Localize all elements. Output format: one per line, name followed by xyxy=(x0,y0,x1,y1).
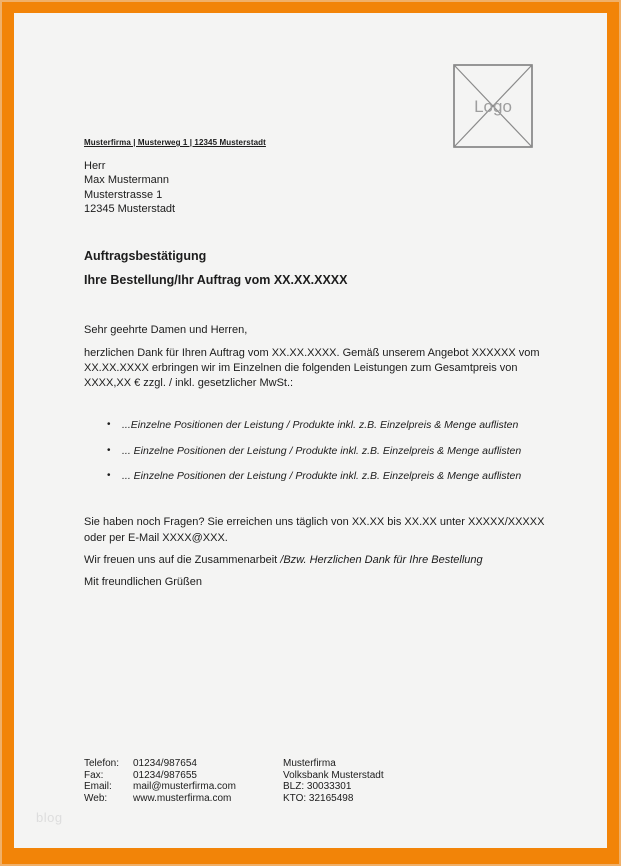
recipient-name: Max Mustermann xyxy=(84,174,169,187)
bullet-list xyxy=(84,419,554,496)
body-paragraph-1: herzlichen Dank für Ihren Auftrag vom XX.XX.XXXX. Gemäß unserem Angebot XXXXXX vom XX.XX.XXXX erbringen wir im Einzelnen die folgenden Leistungen zum Gesamtpreis von XXXX,XX € zzgl. / inkl. gesetzlicher MwSt.: xyxy=(84,347,540,389)
letter-footer xyxy=(84,758,384,804)
salutation: Sehr geehrte Damen und Herren, xyxy=(84,324,248,336)
recipient-address xyxy=(84,159,175,216)
contact-label-fax: Fax: xyxy=(84,769,104,781)
recipient-street: Musterstrasse 1 xyxy=(84,188,163,201)
footer-bank-block xyxy=(283,758,384,804)
regards-line: Mit freundlichen Grüßen xyxy=(84,576,202,588)
bank-blz: BLZ: 30033301 xyxy=(283,781,352,792)
footer-contact-values xyxy=(133,758,236,804)
contact-value-web: www.musterfirma.com xyxy=(133,792,232,804)
bullet-icon: • xyxy=(107,444,111,456)
list-item xyxy=(84,445,554,457)
sender-line: Musterfirma | Musterweg 1 | 12345 Musterstadt xyxy=(84,138,266,147)
subject-title: Auftragsbestätigung xyxy=(84,249,207,263)
contact-value-fax: 01234/987655 xyxy=(133,769,197,781)
logo-label: Logo xyxy=(474,97,512,116)
bullet-icon: • xyxy=(107,470,111,481)
bank-name: Volksbank Musterstadt xyxy=(283,769,384,781)
contact-label-web: Web: xyxy=(84,792,108,804)
bank-company: Musterfirma xyxy=(283,758,336,769)
logo-placeholder xyxy=(453,64,533,148)
recipient-city: 12345 Musterstadt xyxy=(84,202,176,215)
list-item xyxy=(84,470,554,482)
bullet-text: ...Einzelne Positionen der Leistung / Produkte inkl. z.B. Einzelpreis & Menge auflisten xyxy=(122,419,519,431)
closing-line xyxy=(84,554,564,566)
contact-label-phone: Telefon: xyxy=(84,758,120,769)
bullet-text: ... Einzelne Positionen der Leistung / Produkte inkl. z.B. Einzelpreis & Menge auflisten xyxy=(122,470,522,482)
contact-value-phone: 01234/987654 xyxy=(133,758,197,769)
subject-reference: Ihre Bestellung/Ihr Auftrag vom XX.XX.XXXX xyxy=(84,273,348,287)
footer-contact-labels xyxy=(84,758,133,804)
logo-crossed-box-icon xyxy=(453,64,533,148)
body-paragraph-2: Sie haben noch Fragen? Sie erreichen uns täglich von XX.XX bis XX.XX unter XXXXX/XXXXX oder per E-Mail XXXX@XXX. xyxy=(84,516,545,544)
bank-kto: KTO: 32165498 xyxy=(283,792,354,804)
watermark-text: blog xyxy=(36,810,63,825)
bullet-icon: • xyxy=(107,419,111,430)
contact-label-email: Email: xyxy=(84,781,112,792)
recipient-salutation-line: Herr xyxy=(84,160,106,172)
footer-contact-block xyxy=(84,758,283,804)
list-item xyxy=(84,419,554,431)
contact-value-email: mail@musterfirma.com xyxy=(133,781,236,792)
closing-italic: /Bzw. Herzlichen Dank für Ihre Bestellung xyxy=(280,554,483,566)
closing-regular: Wir freuen uns auf die Zusammenarbeit xyxy=(84,554,281,566)
bullet-text: ... Einzelne Positionen der Leistung / Produkte inkl. z.B. Einzelpreis & Menge auflisten xyxy=(122,444,522,457)
letter-page xyxy=(14,13,607,848)
